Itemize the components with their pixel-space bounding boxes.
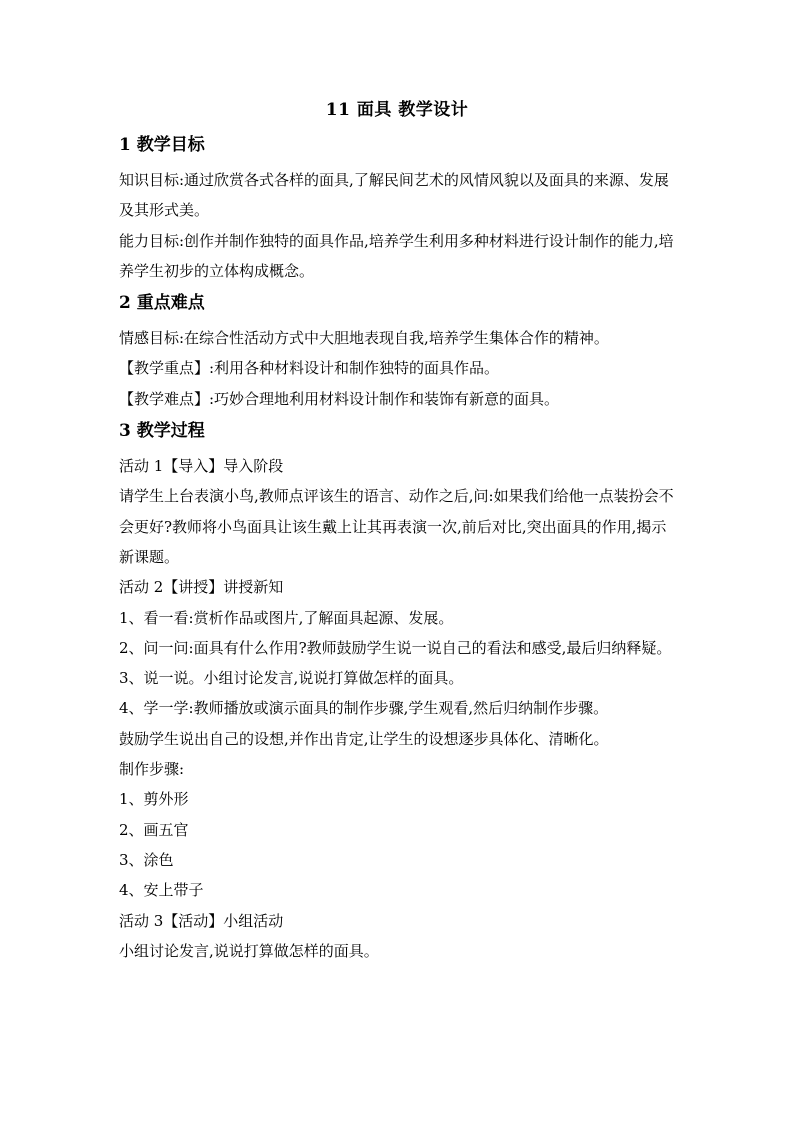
document-body [119,132,679,966]
making-step-1: 1、剪外形 [119,790,189,809]
teaching-difficulty-paragraph: 【教学难点】:巧妙合理地利用材料设计制作和装饰有新意的面具。 [119,389,560,408]
ability-objective-paragraph: 能力目标:创作并制作独特的面具作品,培养学生利用多种材料进行设计制作的能力,培养学生初步的立体构成概念。 [119,231,674,280]
making-steps-label: 制作步骤: [119,760,185,779]
step-look-paragraph: 1、看一看:赏析作品或图片,了解面具起源、发展。 [119,608,454,627]
knowledge-objective-paragraph: 知识目标:通过欣赏各式各样的面具,了解民间艺术的风情风貌以及面具的来源、发展及其形式美。 [119,171,669,220]
making-step-4: 4、安上带子 [119,881,204,900]
activity-1-description: 请学生上台表演小鸟,教师点评该生的语言、动作之后,问:如果我们给他一点装扮会不会更好?教师将小鸟面具让该生戴上让其再表演一次,前后对比,突出面具的作用,揭示新课题。 [119,487,674,566]
section-heading-process: 3 教学过程 [119,421,205,442]
step-learn-paragraph: 4、学一学:教师播放或演示面具的制作步骤,学生观看,然后归纳制作步骤。 [119,699,609,718]
encourage-paragraph: 鼓励学生说出自己的设想,并作出肯定,让学生的设想逐步具体化、清晰化。 [119,729,609,748]
activity-3-title: 活动 3【活动】小组活动 [119,911,284,930]
making-step-2: 2、画五官 [119,820,189,839]
activity-3-description: 小组讨论发言,说说打算做怎样的面具。 [119,941,379,960]
emotion-objective-paragraph: 情感目标:在综合性活动方式中大胆地表现自我,培养学生集体合作的精神。 [119,329,609,348]
activity-2-title: 活动 2【讲授】讲授新知 [119,578,284,597]
making-step-3: 3、涂色 [119,850,174,869]
section-heading-objectives: 1 教学目标 [119,135,205,155]
step-ask-paragraph: 2、问一问:面具有什么作用?教师鼓励学生说一说自己的看法和感受,最后归纳释疑。 [119,638,672,657]
document-title: 11 面具 教学设计 [325,100,469,120]
section-heading-key-points: 2 重点难点 [119,293,205,314]
activity-1-title: 活动 1【导入】导入阶段 [119,457,284,476]
step-speak-paragraph: 3、说一说。小组讨论发言,说说打算做怎样的面具。 [119,669,464,688]
teaching-key-point-paragraph: 【教学重点】:利用各种材料设计和制作独特的面具作品。 [119,359,500,378]
